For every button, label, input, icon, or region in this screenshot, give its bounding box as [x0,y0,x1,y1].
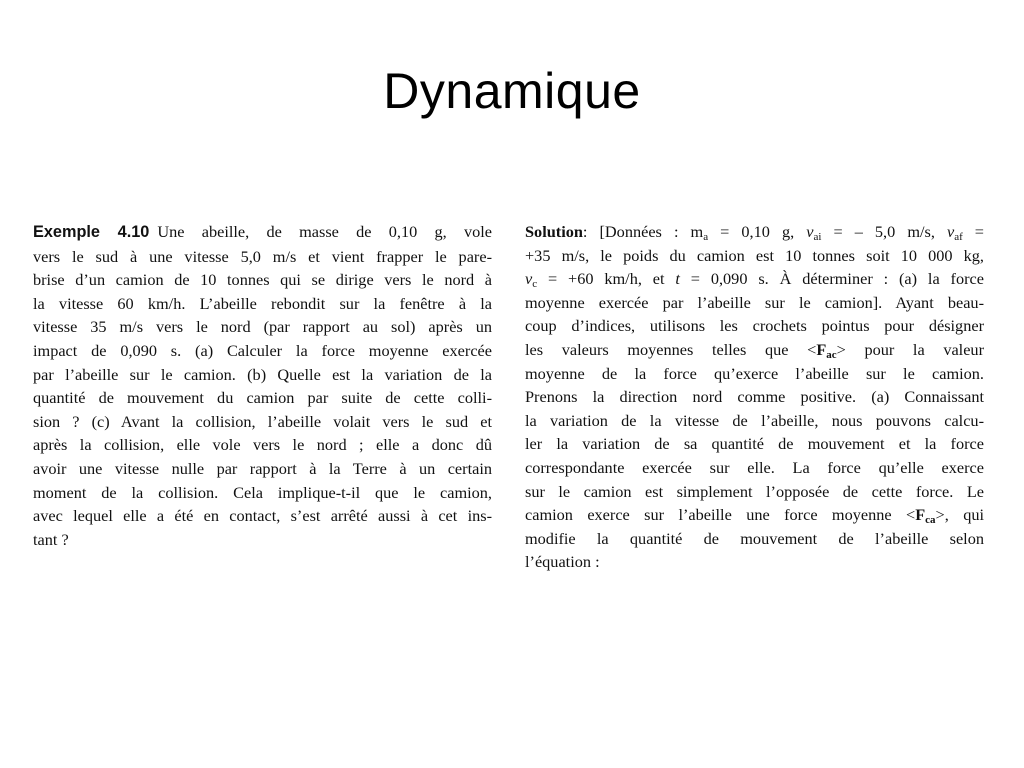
solution-text: = +60 km/h, et [537,269,676,289]
solution-line [525,267,984,291]
example-line: après la collision, elle vole vers le nord ; elle a donc dû [33,435,492,455]
subscript: af [954,231,963,243]
example-line: moment de la collision. Cela implique-t-il que le camion, [33,482,492,502]
example-line: tant ? [33,529,69,549]
solution-text: >, qui [935,505,984,525]
solution-line: Prenons la direction nord comme positive. (a) Connaissant [525,387,984,407]
subscript: a [703,231,709,243]
variable: t [675,269,680,289]
variable: v [806,222,814,241]
example-line: brise d’un camion de 10 tonnes qui se dirige vers le nord à [33,270,492,290]
slide-title: Dynamique [383,63,641,119]
example-line: quantité de mouvement du camion par suite de cette colli- [33,388,492,408]
vector-symbol: F [915,505,926,525]
example-label: Exemple 4.10 [33,223,150,241]
example-line: par l’abeille sur le camion. (b) Quelle est la variation de la [33,364,492,384]
solution-line [525,220,984,244]
example-line: vers le sud à une vitesse 5,0 m/s et vient frapper le pare- [33,246,492,266]
solution-line [525,503,984,527]
solution-label: Solution [525,222,583,241]
example-line: avec lequel elle a été en contact, s’est arrêté aussi à cet ins- [33,506,492,526]
solution-line [525,338,984,362]
solution-text: = 0,10 g, [708,222,807,241]
subscript: c [532,278,538,291]
solution-text: = 0,090 s. À déterminer : (a) la force [679,269,984,289]
solution-text-block [525,220,984,574]
solution-line: la variation de la vitesse de l’abeille, nous pouvons calcu- [525,410,984,430]
example-line: sion ? (c) Avant la collision, l’abeille volait vers le sud et [33,411,492,431]
example-line: vitesse 35 m/s vers le nord (par rapport au sol) après un [33,317,492,337]
solution-line: moyenne de la force qu’exerce l’abeille sur le camion. [525,363,984,383]
solution-text: = – 5,0 m/s, [821,222,947,241]
solution-line: coup d’indices, utilisons les crochets pointus pour désigner [525,316,984,336]
example-line: avoir une vitesse nulle par rapport à la Terre à un certain [33,458,492,478]
subscript: ai [813,231,822,243]
example-line-text: Une abeille, de masse de 0,10 g, vole [157,222,492,241]
solution-line: +35 m/s, le poids du camion est 10 tonnes soit 10 000 kg, [525,245,984,265]
solution-text: camion exerce sur l’abeille une force moyenne < [525,505,916,525]
solution-text: > pour la valeur [836,339,984,359]
example-line [33,220,492,245]
vector-symbol: F [816,339,827,359]
solution-line: modifie la quantité de mouvement de l’abeille selon [525,528,984,548]
example-line: impact de 0,090 s. (a) Calculer la force moyenne exercée [33,340,492,360]
solution-text: les valeurs moyennes telles que < [525,339,817,359]
solution-line: l’équation : [525,552,600,572]
solution-line: moyenne exercée par l’abeille sur le camion]. Ayant beau- [525,292,984,312]
solution-line: sur le camion est simplement l’opposée de cette force. Le [525,481,984,501]
subscript: ac [826,348,837,361]
solution-line: correspondante exercée sur elle. La force qu’elle exerce [525,457,984,477]
solution-text: : [Données : m [582,222,704,241]
variable: v [525,269,533,289]
subscript: ca [925,514,936,527]
solution-text: = [962,222,984,241]
variable: v [946,222,955,241]
example-line: la vitesse 60 km/h. L’abeille rebondit sur la fenêtre à la [33,293,492,313]
solution-line: ler la variation de sa quantité de mouvement et la force [525,434,984,454]
example-text-block [33,220,492,551]
